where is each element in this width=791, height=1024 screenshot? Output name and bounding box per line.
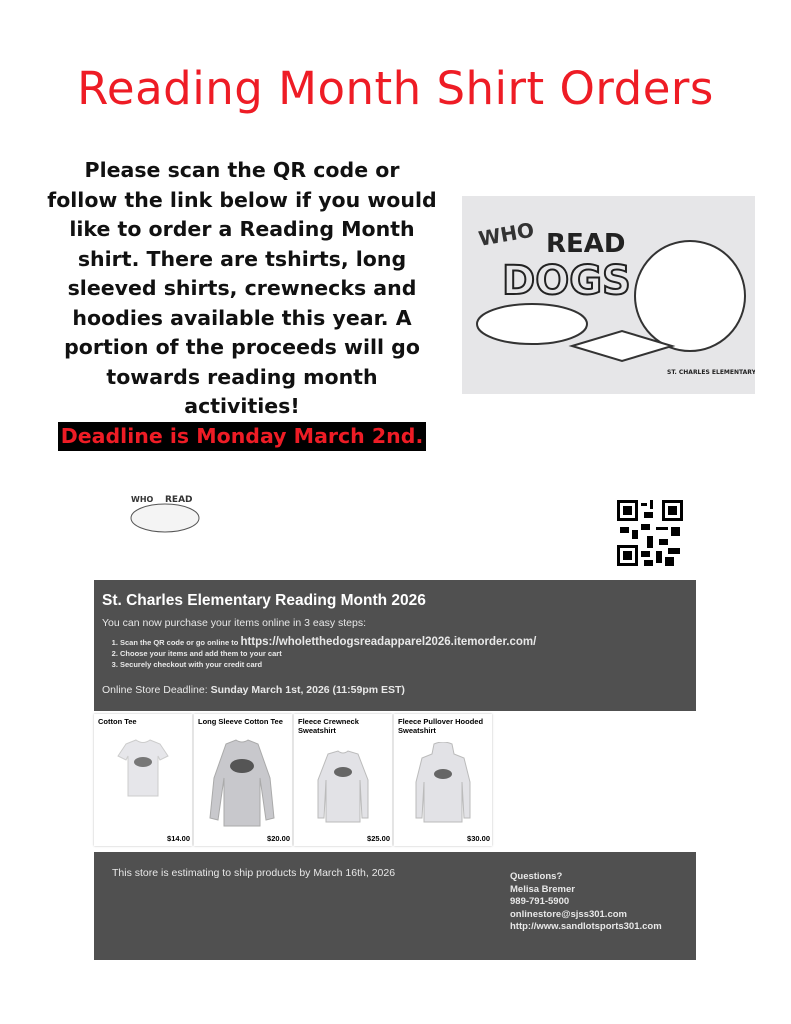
contact-info xyxy=(510,871,662,934)
store-deadline-value: Sunday March 1st, 2026 (11:59pm EST) xyxy=(210,684,405,696)
intro-paragraph: Please scan the QR code or follow the link below if you would like to order a Reading Month shirt. There are tshirts, long sleeved shirts, crewnecks and hoodies available this year. A portion of the proceeds will go towards reading month activities! xyxy=(47,158,437,418)
small-logo-image xyxy=(125,488,203,536)
product-card[interactable] xyxy=(294,714,392,846)
product-card[interactable] xyxy=(94,714,192,846)
long-sleeve-image xyxy=(206,738,278,834)
qr-code[interactable] xyxy=(617,500,683,566)
product-name: Long Sleeve Cotton Tee xyxy=(198,717,283,726)
store-footer xyxy=(94,852,696,960)
dogs-read-logo-image xyxy=(462,196,755,394)
website-link[interactable]: http://www.sandlotsports301.com xyxy=(510,921,662,932)
contact-phone: 989-791-5900 xyxy=(510,896,570,907)
tshirt-image xyxy=(108,736,178,806)
product-list xyxy=(94,714,492,846)
product-name: Cotton Tee xyxy=(98,717,137,726)
store-deadline-label: Online Store Deadline: xyxy=(102,684,208,696)
step-2: 2. Choose your items and add them to your cart xyxy=(120,648,536,659)
page-title: Reading Month Shirt Orders xyxy=(77,62,714,115)
hoodie-image xyxy=(408,742,478,826)
store-subheading: You can now purchase your items online in 3 easy steps: xyxy=(102,617,367,629)
store-url-link[interactable]: https://wholetthedogsreadapparel2026.itemorder.com/ xyxy=(240,636,537,648)
intro-text xyxy=(46,156,438,451)
crewneck-image xyxy=(308,750,378,830)
shipping-estimate: This store is estimating to ship products by March 16th, 2026 xyxy=(112,867,396,879)
svg-text:WHO: WHO xyxy=(131,495,154,504)
product-name: Fleece Crewneck Sweatshirt xyxy=(298,717,359,735)
questions-label: Questions? xyxy=(510,871,563,882)
store-heading: St. Charles Elementary Reading Month 2026 xyxy=(102,592,426,609)
product-card[interactable] xyxy=(394,714,492,846)
step-3: 3. Securely checkout with your credit card xyxy=(120,659,536,670)
step-1-text: Scan the QR code or go online to xyxy=(120,638,239,647)
steps-list xyxy=(112,637,536,670)
store-info-banner xyxy=(94,580,696,711)
product-price: $30.00 xyxy=(467,834,490,843)
svg-text:READ: READ xyxy=(546,229,626,259)
svg-text:READ: READ xyxy=(165,495,193,505)
product-card[interactable] xyxy=(194,714,292,846)
product-price: $14.00 xyxy=(167,834,190,843)
store-deadline xyxy=(102,684,405,696)
product-price: $25.00 xyxy=(367,834,390,843)
deadline-banner: Deadline is Monday March 2nd. xyxy=(58,422,426,452)
step-1 xyxy=(120,637,536,648)
school-name-in-logo: ST. CHARLES ELEMENTARY xyxy=(667,369,755,376)
svg-text:WHO: WHO xyxy=(476,217,536,251)
product-name: Fleece Pullover Hooded Sweatshirt xyxy=(398,717,484,735)
contact-email-link[interactable]: onlinestore@sjss301.com xyxy=(510,908,627,920)
svg-text:DOGS: DOGS xyxy=(502,258,631,304)
product-price: $20.00 xyxy=(267,834,290,843)
contact-name: Melisa Bremer xyxy=(510,883,575,895)
